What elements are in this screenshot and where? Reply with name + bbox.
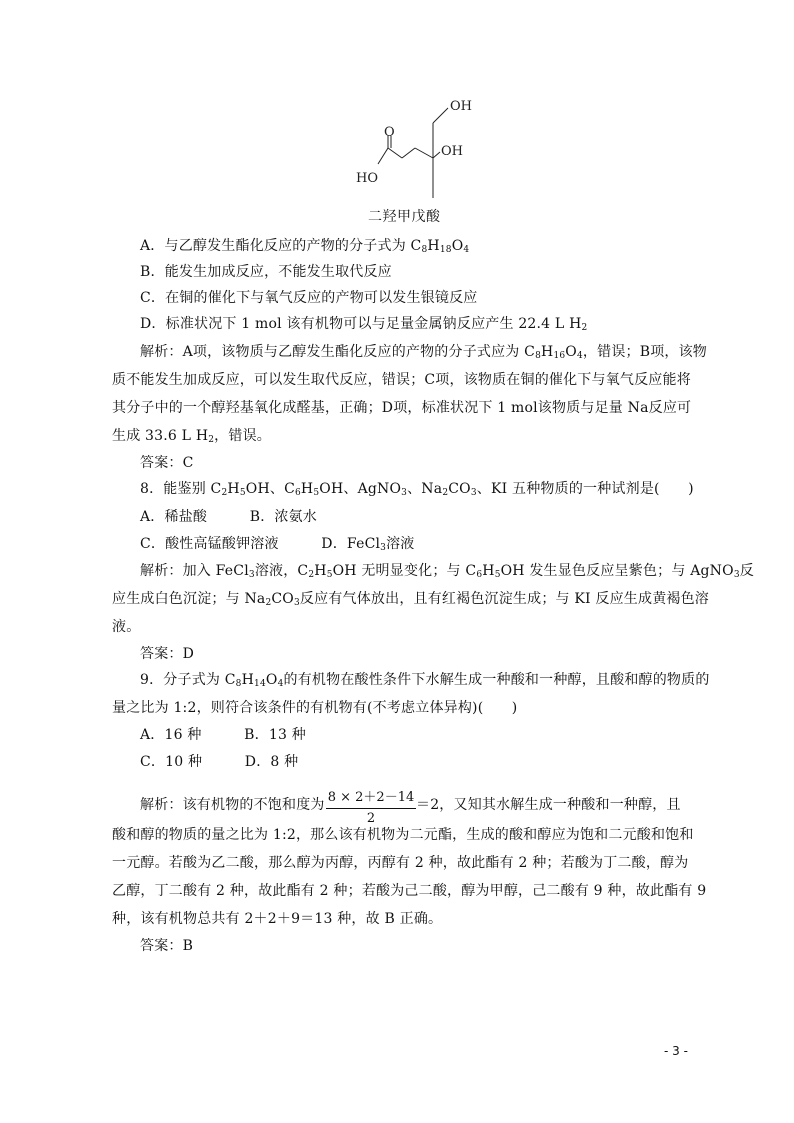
q8-analysis-line-3: 液。 — [112, 619, 141, 635]
ho-label: HO — [356, 171, 378, 186]
q7-analysis-line-3: 其分子中的一个醇羟基氧化成醛基，正确；D项，标准状况下 1 mol该物质与足量 Na反应可 — [112, 400, 692, 416]
structure-caption: 二羟甲戊酸 — [368, 209, 441, 225]
q7-option-b: B．能发生加成反应，不能发生取代反应 — [140, 264, 392, 280]
q7-option-a: A．与乙醇发生酯化反应的产物的分子式为 $C_8H_{18}O_4$ — [140, 238, 470, 255]
q8-options-ab: A．稀盐酸 B．浓氨水 — [140, 509, 317, 525]
o-label: O — [384, 125, 395, 140]
q7-analysis-line-1: 解析：A项，该物质与乙醇发生酯化反应的产物的分子式应为 $C_8H_{16}O_4$，错误；B项，该物 — [140, 344, 708, 361]
q9-analysis-line-1-pre: 解析：该有机物的不饱和度为 — [140, 797, 325, 813]
oh-label-top: OH — [450, 99, 472, 114]
q9-options-cd: C．10 种 D．8 种 — [140, 754, 299, 770]
q8-analysis-line-2: 应生成白色沉淀；与 $Na_2CO_3$反应有气体放出，且有红褐色沉淀生成；与 KI 反应生成黄褐色溶 — [112, 591, 710, 608]
q8-analysis-line-1: 解析：加入 FeCl$_3$溶液，$C_2H_5OH$ 无明显变化；与 $C_6H_5OH$ 发生显色反应呈紫色；与 AgNO$_3$反 — [140, 563, 754, 580]
q9-analysis-line-4: 乙醇，丁二酸有 2 种，故此酯有 2 种；若酸为己二酸，醇为甲醇，己二酸有 9 种，故此酯有 9 — [112, 883, 707, 899]
fraction-bar — [326, 808, 416, 809]
q7-analysis-line-2: 质不能发生加成反应，可以发生取代反应，错误；C项，该物质在铜的催化下与氧气反应能将 — [112, 372, 691, 388]
q9-stem-line-2: 量之比为 1:2，则符合该条件的有机物有(不考虑立体异构)( ) — [112, 700, 518, 716]
q9-stem-line-1: 9．分子式为 $C_8H_{14}O_4$的有机物在酸性条件下水解生成一种酸和一种醇，且酸和醇的物质的 — [140, 672, 710, 689]
q9-analysis-line-3: 一元醇。若酸为乙二酸，那么醇为丙醇，丙醇有 2 种，故此酯有 2 种；若酸为丁二酸，醇为 — [112, 855, 689, 871]
q9-analysis-line-5: 种，该有机物总共有 2＋2＋9＝13 种，故 B 正确。 — [112, 911, 443, 927]
q7-option-c: C．在铜的催化下与氧气反应的产物可以发生银镜反应 — [140, 290, 478, 306]
q9-analysis-line-1-post: ＝2，又知其水解生成一种酸和一种醇，且 — [416, 797, 681, 813]
q7-analysis-line-4: 生成 33.6 L $H_2$，错误。 — [112, 428, 271, 445]
unsaturation-fraction — [326, 790, 416, 827]
oh-label-mid: OH — [441, 144, 463, 159]
page-number: - 3 - — [664, 1044, 688, 1058]
q9-answer: 答案：B — [140, 938, 194, 954]
q8-options-cd: C．酸性高锰酸钾溶液 D．FeCl$_3$溶液 — [140, 536, 415, 553]
q7-answer: 答案：C — [140, 455, 194, 471]
fraction-numerator: 8 × 2＋2－14 — [327, 790, 415, 805]
q7-option-d: D．标准状况下 1 mol 该有机物可以与足量金属钠反应产生 22.4 L $H_2$ — [140, 316, 588, 333]
q9-analysis-line-2: 酸和醇的物质的量之比为 1:2，那么该有机物为二元酯，生成的酸和醇应为饱和二元酸和饱和 — [112, 827, 694, 843]
fraction-denominator: 2 — [366, 811, 376, 826]
q8-stem: 8．能鉴别 $C_2H_5OH$、$C_6H_5OH$、AgNO$_3$、$Na_2CO_3$、KI 五种物质的一种试剂是( ) — [140, 481, 694, 498]
q9-options-ab: A．16 种 B．13 种 — [140, 727, 306, 743]
q8-answer: 答案：D — [140, 646, 195, 662]
